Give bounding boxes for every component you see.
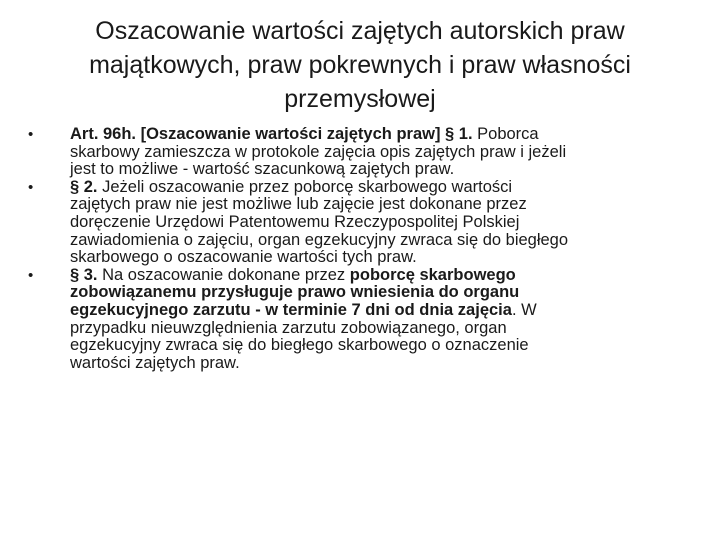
bold-text: Art. 96h. [Oszacowanie wartości zajętych praw] § 1. — [70, 125, 473, 143]
text-line: doręczenie Urzędowi Patentowemu Rzeczypospolitej Polskiej — [70, 212, 520, 231]
text-line: skarbowy zamieszcza w protokole zajęcia opis zajętych praw i jeżeli — [70, 142, 567, 161]
text-line: skarbowego o oszacowanie wartości tych praw. — [70, 248, 417, 267]
text-line: egzekucyjny zwraca się do biegłego skarbowego o oznaczenie — [70, 336, 529, 355]
text-line — [70, 302, 702, 320]
text-line: zajętych praw nie jest możliwe lub zajęcie jest dokonane przez — [70, 195, 527, 214]
bold-text: egzekucyjnego zarzutu - w terminie 7 dni od dnia zajęcia — [70, 300, 512, 319]
bullet-dot-icon: • — [28, 126, 34, 143]
plain-text: Poborca — [472, 125, 539, 143]
bold-text: zobowiązanemu przysługuje prawo wniesienia do organu — [70, 283, 520, 302]
plain-text: Jeżeli oszacowanie przez poborcę skarbowego wartości — [97, 177, 513, 196]
plain-text: Na oszacowanie dokonane przez — [97, 265, 350, 284]
text-line: zawiadomienia o zajęciu, organ egzekucyjny zwraca się do biegłego — [70, 230, 569, 249]
bullet-list — [22, 126, 702, 372]
title-line: majątkowych, praw pokrewnych i praw własności — [89, 51, 631, 79]
text-line: jest to możliwe - wartość szacunkową zajętych praw. — [70, 160, 455, 179]
bullet-dot-icon: • — [28, 266, 34, 284]
bullet-item-par-2 — [22, 179, 702, 267]
bold-text: § 2. — [70, 177, 98, 196]
bullet-item-par-3 — [22, 267, 702, 373]
bold-text: poborcę skarbowego — [349, 265, 516, 284]
plain-text: . W — [511, 300, 537, 319]
text-line — [70, 179, 702, 197]
slide-title — [30, 14, 690, 116]
bold-text: § 3. — [70, 265, 98, 284]
title-line: przemysłowej — [284, 85, 436, 113]
bullet-dot-icon: • — [28, 178, 34, 196]
text-line: wartości zajętych praw. — [70, 353, 240, 372]
text-line — [70, 284, 702, 302]
text-line: przypadku nieuwzględnienia zarzutu zobowiązanego, organ — [70, 318, 507, 337]
text-line — [70, 267, 702, 285]
bullet-item-art-96h — [22, 126, 702, 179]
title-line: Oszacowanie wartości zajętych autorskich praw — [95, 17, 625, 45]
text-line — [70, 126, 702, 144]
